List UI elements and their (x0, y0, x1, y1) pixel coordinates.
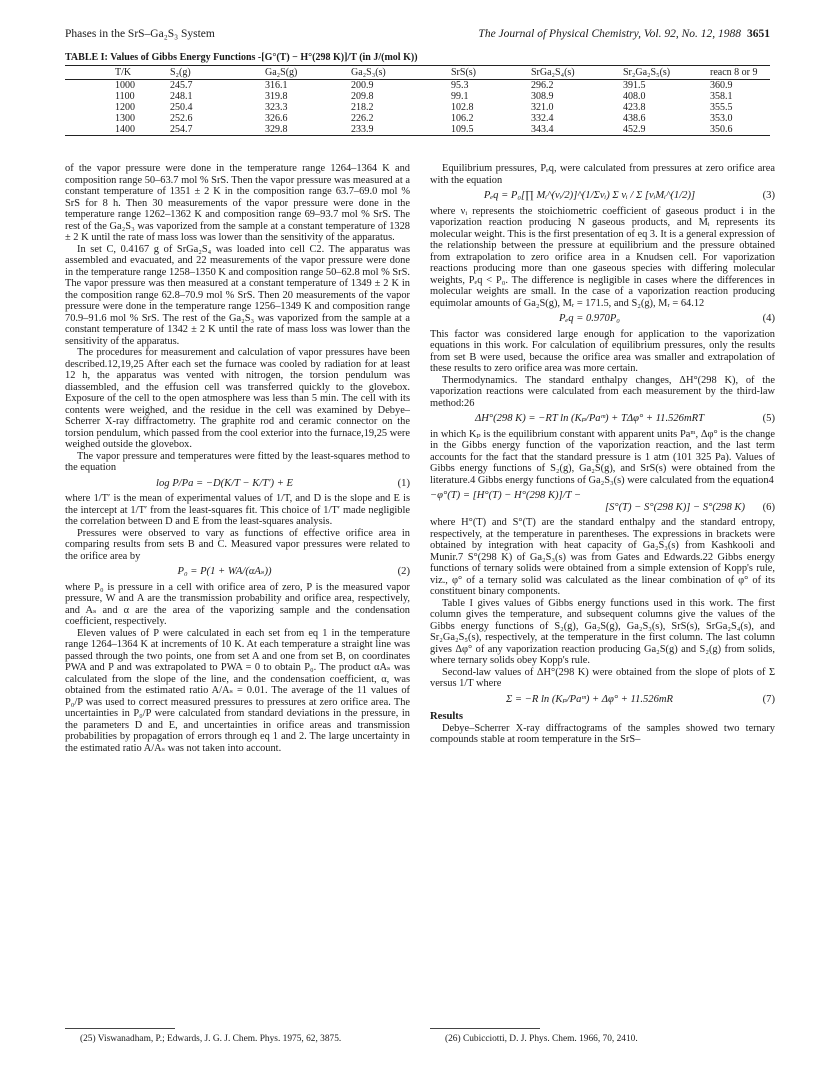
equation-7 (430, 694, 775, 706)
table-cell: 252.6 (170, 113, 193, 124)
paragraph: Pressures were observed to vary as functions of effective orifice area in comparing results from sets B and C. Measured vapor pressures were related to the orifice area by (65, 527, 410, 562)
equation-body: ΔH°(298 K) = −RT ln (Kₚ/Paᵐ) + TΔφ° + 11.526mRT (474, 413, 704, 424)
paragraph: In set C, 0.4167 g of SrGa₂S₄ was loaded into cell C2. The apparatus was assembled and evacuated, and 22 measurements of the vapor pressure were done in the temperature range 1258–1350 K and composition range 50–62.8 mol % SrS. The vapor pressure was then measured at a constant temperature of 1349 ± 2 K in the composition range 62.8–70.9 mol % SrS. Then 20 measurements of the vapor pressure were done in the temperature range 1256–1349 K and composition range 70.9–91.6 mol % SrS. The rest of the Ga₂S₃ was vaporized from the sample at a constant temperature of 1342 ± 2 K until the rate of mass loss was lower than the sensitivity of the apparatus. (65, 243, 410, 347)
table-header-cell: T/K (65, 66, 170, 80)
paragraph: where 1/T′ is the mean of experimental values of 1/T, and D is the slope and E is the intercept at 1/T′ from the least-squares fit. This choice of 1/T′ made negligible the correlation between D and E from the least-squares analysis. (65, 493, 410, 527)
paragraph: This factor was considered large enough for application to the vaporization equations in this work. For calculation of equilibrium pressures, only the results from set B were used, because the orifice area was smaller and extrapolation of these results to zero orifice area was more certain. (430, 328, 775, 374)
table-cell: 99.1 (451, 91, 469, 102)
paragraph: Second-law values of ΔH°(298 K) were obtained from the slope of plots of Σ versus 1/T where (430, 666, 775, 689)
table-cell: 308.9 (531, 91, 554, 102)
table-cell: 326.6 (265, 113, 288, 124)
footnote-rule (65, 1028, 175, 1029)
table-cell: 1100 (115, 91, 135, 102)
table-row (65, 113, 770, 124)
table-cell: 358.1 (710, 91, 733, 102)
table-cell: 423.8 (623, 102, 646, 113)
paragraph: in which Kₚ is the equilibrium constant with apparent units Paᵐ, Δφ° is the change in the Gibbs energy function of the vaporization reaction, and the last term accounts for the fact that the standard pressure is 1 atm (101 325 Pa). Values of Gibbs energy functions of S₂(g), Ga₂S(g), and SrS(s) were obtained from the literature.4 Gibbs energy functions of Ga₂S₃(s) were calculated from the equation4 (430, 428, 775, 486)
equation-5 (430, 413, 775, 425)
table-cell: 106.2 (451, 113, 474, 124)
right-column (430, 163, 775, 746)
equation-number: (4) (762, 313, 775, 324)
table-cell: 200.9 (351, 80, 374, 91)
footnote: (26) Cubicciotti, D. J. Phys. Chem. 1966, 70, 2410. (445, 1034, 638, 1044)
running-title: Phases in the SrS–Ga₂S₃ System (65, 28, 215, 40)
table-cell: 250.4 (170, 102, 193, 113)
section-heading: Results (430, 711, 463, 722)
table-cell: 1400 (65, 124, 170, 136)
equation-4 (430, 313, 775, 325)
table-cell: 245.7 (170, 80, 193, 91)
table-cell: 254.7 (170, 124, 265, 136)
table-cell: 452.9 (623, 124, 710, 136)
equation-body: Pₑq = P₀[∏ Mᵢ^(νᵢ/2)]^(1/Σνᵢ) Σ νᵢ / Σ [νᵢMᵢ^(1/2)] (483, 190, 696, 201)
paragraph: Eleven values of P were calculated in each set from eq 1 in the temperature range 1264–1364 K at increments of 10 K. At each temperature a straight line was passed through the two points, one from set A and one from set B, on coordinates PWA and P and was extrapolated to PWA = 0 to obtain P₀. The product αAₛ was calculated from the slope of the line, and the condensation coefficient, α, was obtained from the estimated ratio A/Aₛ = 0.01. The average of the 11 values of P₀/P was used to correct measured pressures to pressures at zero orifice area. The uncertainties in P₀/P were calculated from standard deviations in the pressure, in the parameters D and E, and uncertainties in orifice areas and transmission probabilities by propagation of errors through eq 1 and 2. The large uncertainty in the estimated ratio A/Aₛ was not taken into account. (65, 627, 410, 754)
table-caption: TABLE I: Values of Gibbs Energy Functions -[G°(T) − H°(298 K)]/T (in J/(mol K)) (65, 52, 418, 63)
table-cell: 248.1 (170, 91, 193, 102)
page-number: 3651 (747, 28, 770, 40)
table-header-cell: reacn 8 or 9 (710, 66, 770, 80)
gibbs-energy-table (65, 65, 770, 136)
table-cell: 102.8 (451, 102, 474, 113)
table-cell: 353.0 (710, 113, 733, 124)
table-cell: 1000 (115, 80, 135, 91)
paragraph: Thermodynamics. The standard enthalpy changes, ΔH°(298 K), of the vaporization reactions were calculated from each measurement by the third-law method:26 (430, 374, 775, 409)
journal-citation (478, 28, 770, 40)
table-cell: 95.3 (451, 80, 469, 91)
paragraph: of the vapor pressure were done in the temperature range 1264–1364 K and composition range 50–63.7 mol % SrS. Then the vapor pressure was measured at a constant temperature of 1351 ± 2 K in the composition range 63.7–69.0 mol % SrS for 8 h. Then 30 measurements of the vapor pressure were done in the temperature range 1262–1362 K and composition range 69–93.7 mol % SrS. The rest of the Ga₂S₃ was vaporized from the sample at a constant temperature of 1328 ± 2 K until the rate of mass loss was lower than the sensitivity of the apparatus. (65, 163, 410, 243)
equation-body: Pₑq = 0.970P₀ (559, 313, 620, 324)
equation-1 (65, 478, 410, 490)
table-cell: 109.5 (451, 124, 531, 136)
table-cell: 350.6 (710, 124, 770, 136)
equation-number: (7) (762, 693, 775, 705)
equation-number: (1) (397, 477, 410, 489)
equation-body: Σ = −R ln (Kₚ/Paᵐ) + Δφ° + 11.526mR (505, 693, 674, 705)
table-cell: 408.0 (623, 91, 646, 102)
table-cell: 323.3 (265, 102, 288, 113)
running-header (65, 28, 770, 44)
table-cell: 332.4 (531, 113, 554, 124)
paragraph: Debye–Scherrer X-ray diffractograms of the samples showed two ternary compounds stable at room temperature in the SrS– (430, 722, 775, 745)
paragraph: Equilibrium pressures, Pₑq, were calculated from pressures at zero orifice area with the equation (430, 163, 775, 186)
paragraph: where H°(T) and S°(T) are the standard enthalpy and the standard entropy, respectively, at the temperature in parentheses. The expressions in brackets were obtained by integration with heat capacity of Ga₂S₃(s) from Kashkooli and Munir.7 S°(298 K) of Ga₂S₃(s) was from Gates and Edwards.22 Gibbs energy functions of ternary solids were obtained from a simple extension of Kopp's rule, viz., φ° of a ternary solid was calculated as the linear combination of φ° of its constituent binary components. (430, 517, 775, 597)
equation-line-wrap (430, 502, 775, 514)
table-cell: 296.2 (531, 80, 554, 91)
equation-body: log P/Pa = −D(K/T − K/T′) + E (156, 477, 293, 489)
table-header-cell: Ga₂S(g) (265, 66, 351, 80)
paragraph: The procedures for measurement and calculation of vapor pressures have been described.12,19,25 After each set the furnace was cooled by radiation for at least 12 h, the apparatus was vented with nitrogen, the torsion pendulum was diassembled, and the effusion cell was transferred quickly to the glovebox. Exposure of the cell to the open atmosphere was less than 5 min. The cell with its contents were weighed, and the residue in the cell was examined by Debye–Scherrer X-ray diffractometry. The graphite rod and ceramic connector on the torsion pendulum, which passed from the cool exterior into the furnace,19,25 were weighed outside the glovebox. (65, 347, 410, 450)
equation-body: P₀ = P(1 + WA/(αAₛ)) (177, 566, 272, 577)
table-header-cell: Sr₂Ga₂S₅(s) (623, 66, 710, 80)
table-cell: 355.5 (710, 102, 733, 113)
table-cell: 438.6 (623, 113, 646, 124)
table-row (65, 124, 770, 136)
table-cell: 1300 (115, 113, 135, 124)
table-row (65, 80, 770, 92)
paragraph: where P₀ is pressure in a cell with orifice area of zero, P is the measured vapor pressure, W and A are the transmission probability and orifice area, respectively, and Aₛ and α are the area of the vaporizing sample and the condensation coefficient, respectively. (65, 581, 410, 627)
table-row (65, 91, 770, 102)
table-cell: 343.4 (531, 124, 623, 136)
table-cell: 218.2 (351, 102, 374, 113)
footnote: (25) Viswanadham, P.; Edwards, J. G. J. Chem. Phys. 1975, 62, 3875. (80, 1034, 342, 1044)
table-header-cell: SrS(s) (451, 66, 531, 80)
equation-2 (65, 566, 410, 578)
table-cell: 321.0 (531, 102, 554, 113)
paragraph: The vapor pressure and temperatures were fitted by the least-squares method to the equation (65, 450, 410, 473)
paragraph: Table I gives values of Gibbs energy functions used in this work. The first column gives the temperature, and subsequent columns give the values of the Gibbs energy functions of S₂(g), Ga₂S(g), Ga₂S₃(s), SrS(s), SrGa₂S₄(s), and Sr₂Ga₂S₅(s), respectively, at the temperature in the first column. The last column gives Δφ° of any vaporization reaction producing Ga₂S(g) and S₂(g) from solids, where ternary solids obey Kopp's rule. (430, 597, 775, 666)
equation-number: (2) (397, 566, 410, 577)
table-cell: 319.8 (265, 91, 288, 102)
table-header-row (65, 66, 770, 80)
table-cell: 329.8 (265, 124, 351, 136)
table-cell: 209.8 (351, 91, 374, 102)
table-header-cell: Ga₂S₃(s) (351, 66, 451, 80)
equation-line: −φ°(T) = [H°(T) − H°(298 K)]/T − (430, 490, 582, 501)
equation-number: (3) (762, 190, 775, 201)
equation-number: (6) (762, 501, 775, 513)
journal-name: The Journal of Physical Chemistry, Vol. 92, No. 12, 1988 (478, 28, 741, 40)
left-column (65, 163, 410, 754)
equation-line: [S°(T) − S°(298 K)] − S°(298 K) (604, 501, 745, 513)
equation-6 (430, 490, 775, 513)
table-cell: 226.2 (351, 113, 374, 124)
table-cell: 1200 (115, 102, 135, 113)
table-cell: 316.1 (265, 80, 288, 91)
paragraph: where νᵢ represents the stoichiometric coefficient of gaseous product i in the vaporization reaction producing N gaseous products, and Mᵢ represents its molecular weight. This is the first presentation of eq 3. It is a general expression of the relationship between the pressure at equilibrium and the pressure obtained from extrapolation to zero orifice area in a Knudsen cell. For vaporization reactions producing more than one gaseous species with differing molecular weights, Pₑq < P₀. The difference is negligible in cases where the differences in molecular weights are small. In the case of a vaporization reaction producing equimolar amounts of Ga₂S(g), Mᵣ = 171.5, and S₂(g), Mᵣ = 64.12 (430, 205, 775, 309)
table-cell: 360.9 (710, 80, 733, 91)
table-header-cell: SrGa₂S₄(s) (531, 66, 623, 80)
table-cell: 391.5 (623, 80, 646, 91)
footnote-rule (430, 1028, 540, 1029)
table-header-cell: S₂(g) (170, 66, 265, 80)
equation-3 (430, 190, 775, 202)
table-cell: 233.9 (351, 124, 451, 136)
table-row (65, 102, 770, 113)
equation-number: (5) (762, 413, 775, 424)
